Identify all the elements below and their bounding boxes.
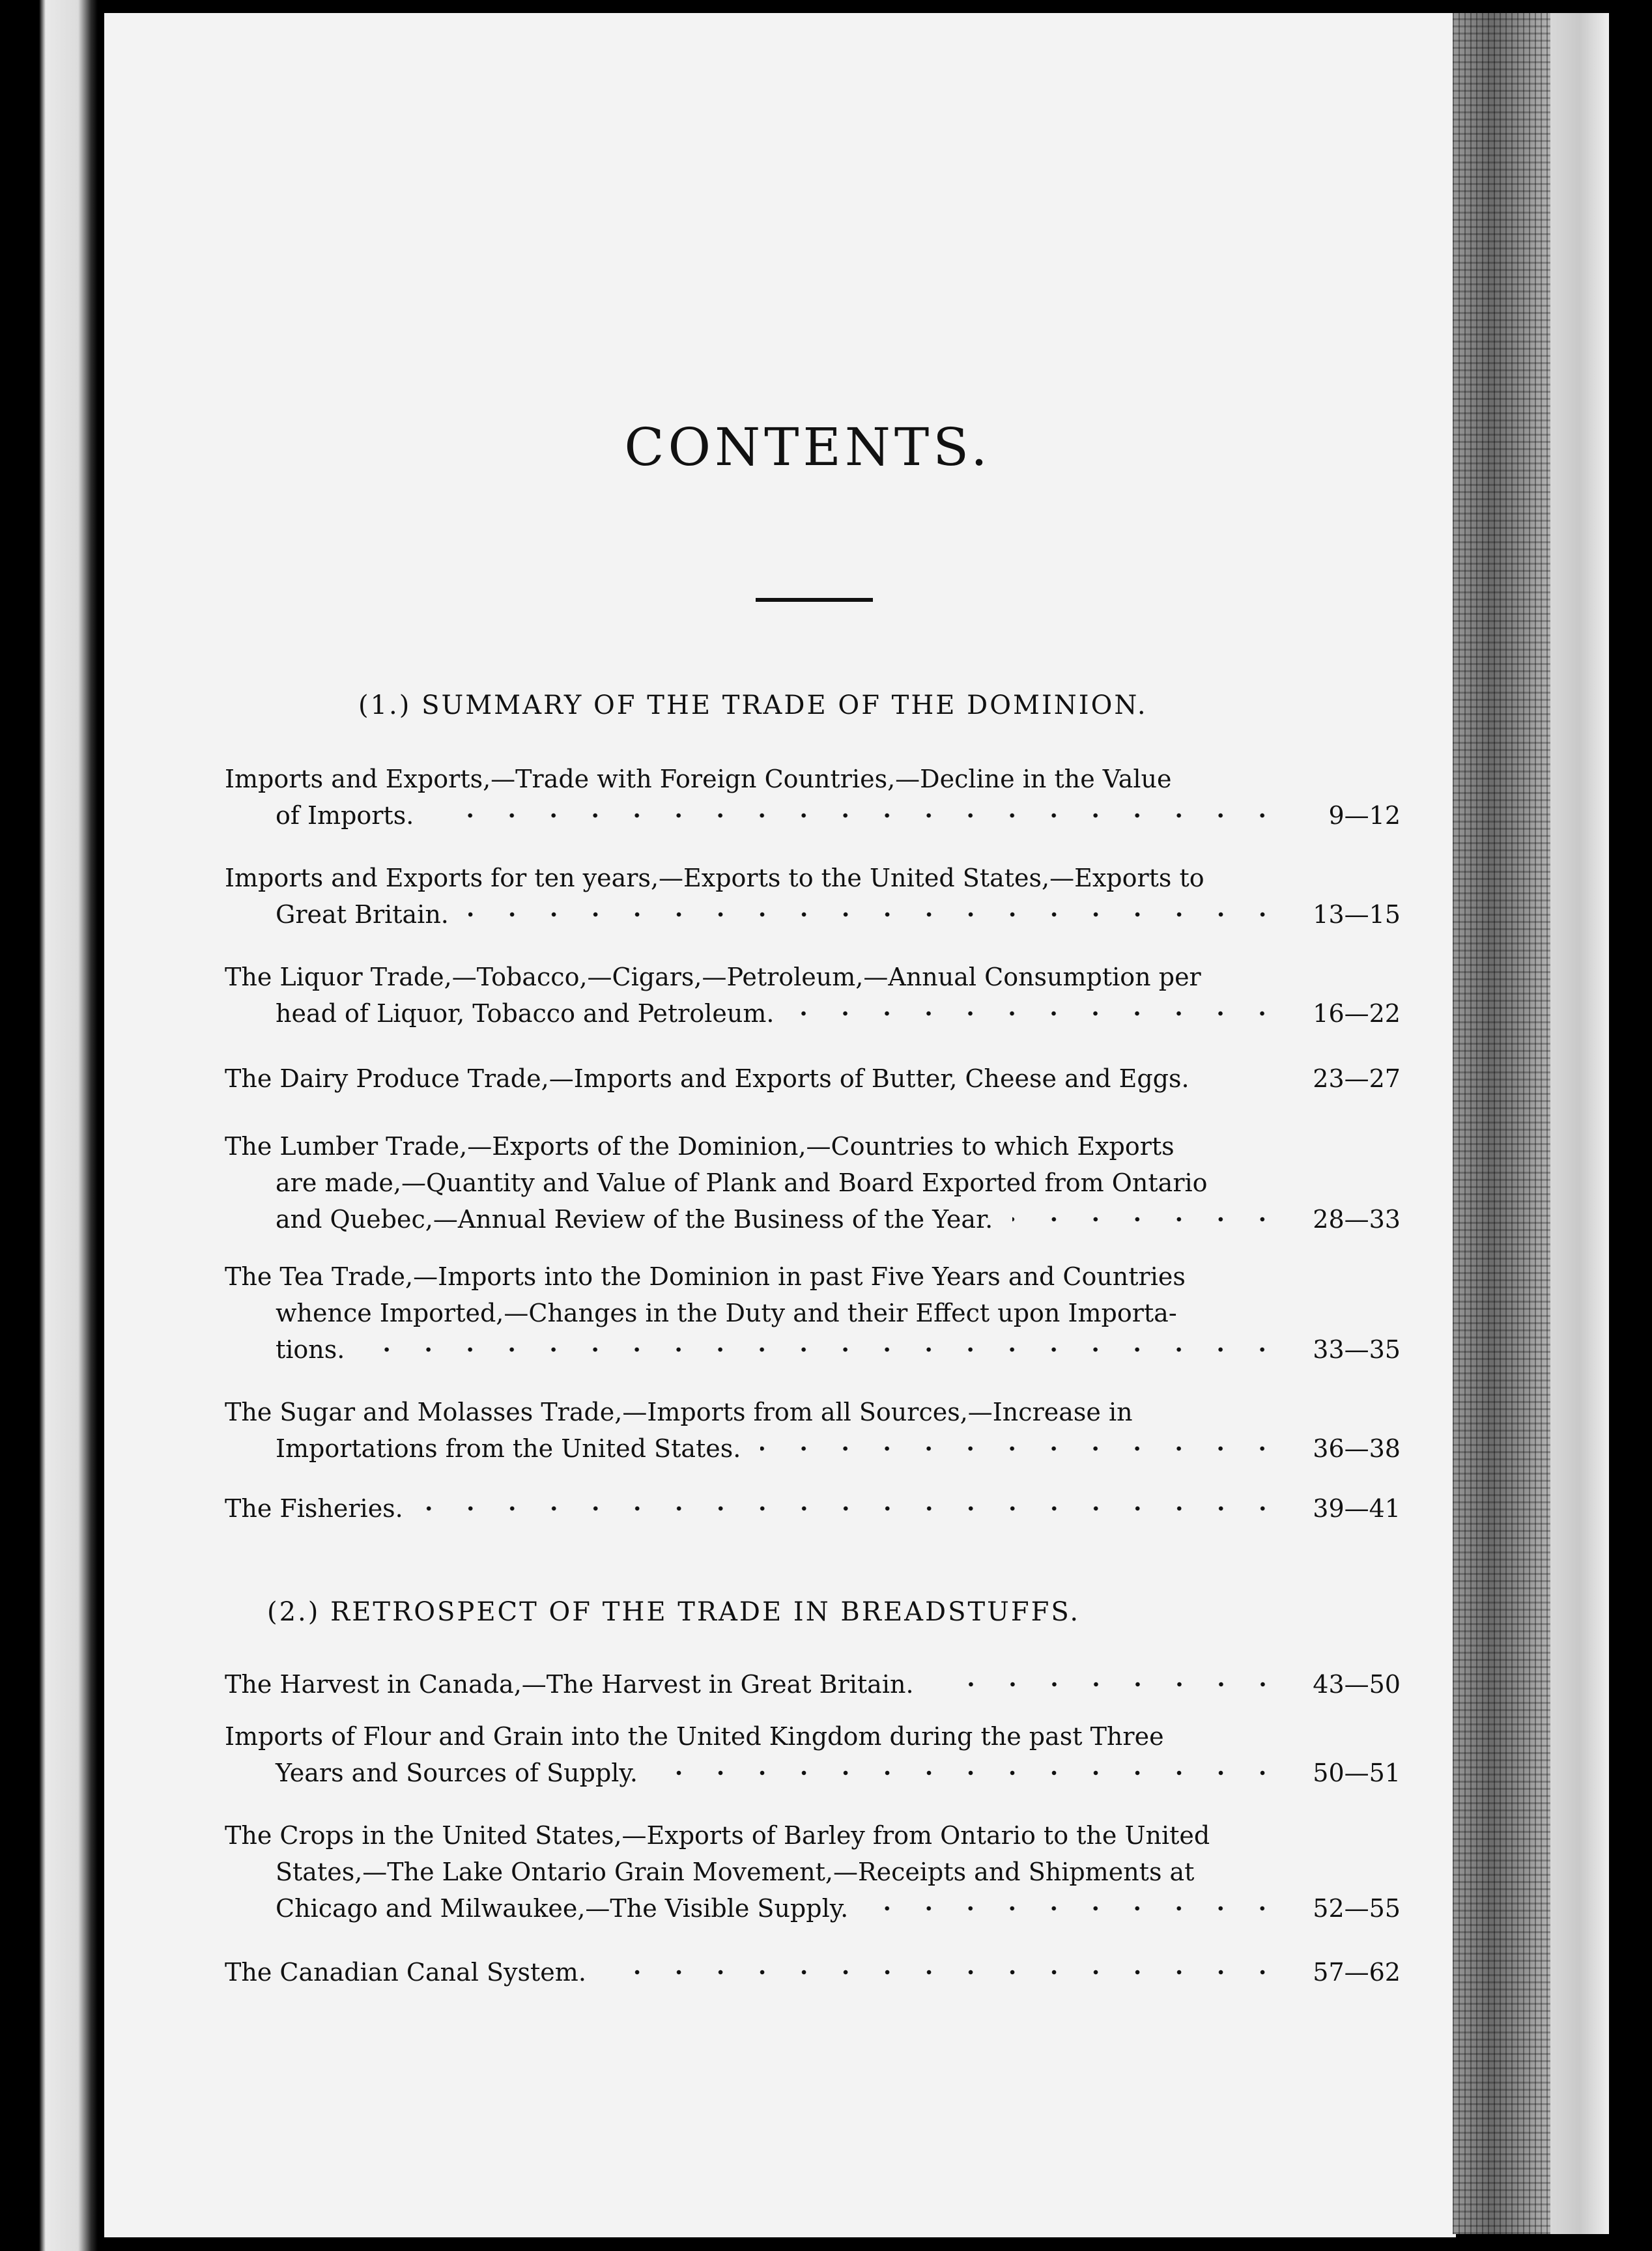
entry-line: are made,—Quantity and Value of Plank and Board Exported from Ontario bbox=[276, 1168, 1208, 1197]
entry-pages: 50—51 bbox=[1313, 1759, 1401, 1787]
toc-entry bbox=[225, 1490, 1401, 1527]
dot-leader bbox=[364, 1346, 1283, 1353]
entry-text: Importations from the United States. bbox=[276, 1434, 741, 1463]
entry-last-line bbox=[225, 1430, 1401, 1467]
toc-entry bbox=[225, 959, 1401, 1032]
entry-pages: 13—15 bbox=[1313, 900, 1401, 929]
entry-last-line bbox=[225, 1331, 1401, 1368]
entry-text: head of Liquor, Tobacco and Petroleum. bbox=[276, 999, 775, 1028]
entry-pages: 16—22 bbox=[1313, 999, 1401, 1028]
entry-line: The Sugar and Molasses Trade,—Imports from all Sources,—Increase in bbox=[225, 1398, 1133, 1426]
entry-text: and Quebec,—Annual Review of the Business of the Year. bbox=[276, 1205, 993, 1234]
entry-pages: 52—55 bbox=[1313, 1894, 1401, 1923]
entry-pages: 33—35 bbox=[1313, 1335, 1401, 1364]
title-rule bbox=[756, 598, 873, 602]
toc-entry bbox=[225, 1128, 1401, 1238]
entry-line: States,—The Lake Ontario Grain Movement,—Receipts and Shipments at bbox=[276, 1858, 1195, 1886]
entry-pages: 57—62 bbox=[1313, 1958, 1401, 1987]
entry-line: The Crops in the United States,—Exports of Barley from Ontario to the United bbox=[225, 1821, 1210, 1850]
entry-last-line bbox=[225, 1201, 1401, 1238]
entry-text: The Canadian Canal System. bbox=[225, 1958, 586, 1987]
entry-text: Great Britain. bbox=[276, 900, 449, 929]
entry-last-line bbox=[225, 1060, 1401, 1097]
entry-text: Chicago and Milwaukee,—The Visible Supply. bbox=[276, 1894, 849, 1923]
toc-entry bbox=[225, 761, 1401, 834]
entry-last-line bbox=[225, 1954, 1401, 1990]
dot-leader bbox=[1012, 1216, 1283, 1223]
dot-leader bbox=[1209, 1075, 1283, 1082]
toc-entry bbox=[225, 860, 1401, 933]
dot-leader bbox=[468, 911, 1283, 918]
scan-left-border bbox=[0, 0, 98, 2251]
dot-leader bbox=[868, 1905, 1283, 1912]
entry-last-line bbox=[225, 896, 1401, 933]
entry-pages: 9—12 bbox=[1328, 801, 1401, 830]
toc-entry bbox=[225, 1954, 1401, 1990]
page-title: CONTENTS. bbox=[624, 417, 991, 477]
section-heading-2: (2.) RETROSPECT OF THE TRADE IN BREADSTUFFS. bbox=[267, 1597, 1081, 1627]
dot-leader bbox=[423, 1505, 1283, 1512]
entry-line: Imports of Flour and Grain into the United Kingdom during the past Three bbox=[225, 1722, 1164, 1751]
entry-pages: 43—50 bbox=[1313, 1670, 1401, 1699]
dot-leader bbox=[793, 1010, 1283, 1017]
entry-pages: 23—27 bbox=[1313, 1064, 1401, 1093]
entry-line: Imports and Exports,—Trade with Foreign Countries,—Decline in the Value bbox=[225, 765, 1172, 793]
entry-pages: 28—33 bbox=[1313, 1205, 1401, 1234]
entry-pages: 39—41 bbox=[1313, 1494, 1401, 1523]
entry-line: whence Imported,—Changes in the Duty and their Effect upon Importa- bbox=[276, 1299, 1177, 1327]
entry-text: The Fisheries. bbox=[225, 1494, 403, 1523]
entry-line: The Liquor Trade,—Tobacco,—Cigars,—Petroleum,—Annual Consumption per bbox=[225, 963, 1201, 991]
entry-last-line bbox=[225, 1666, 1401, 1703]
entry-last-line bbox=[225, 797, 1401, 834]
toc-entry bbox=[225, 1718, 1401, 1791]
toc-entry bbox=[225, 1394, 1401, 1467]
dot-leader bbox=[933, 1681, 1283, 1688]
dot-leader bbox=[657, 1770, 1283, 1776]
entry-last-line bbox=[225, 1490, 1401, 1527]
entry-text: The Harvest in Canada,—The Harvest in Great Britain. bbox=[225, 1670, 914, 1699]
entry-pages: 36—38 bbox=[1313, 1434, 1401, 1463]
entry-line: The Tea Trade,—Imports into the Dominion in past Five Years and Countries bbox=[225, 1262, 1186, 1291]
toc-entry bbox=[225, 1817, 1401, 1927]
dot-leader bbox=[433, 812, 1283, 819]
entry-text: Years and Sources of Supply. bbox=[276, 1759, 638, 1787]
toc-entry bbox=[225, 1666, 1401, 1703]
entry-line: Imports and Exports for ten years,—Exports to the United States,—Exports to bbox=[225, 864, 1204, 892]
toc-entry bbox=[225, 1060, 1401, 1097]
section-heading-1: (1.) SUMMARY OF THE TRADE OF THE DOMINION. bbox=[358, 690, 1148, 720]
entry-last-line bbox=[225, 1890, 1401, 1927]
book-edge-speckled bbox=[1453, 13, 1550, 2234]
entry-line: The Lumber Trade,—Exports of the Dominion,—Countries to which Exports bbox=[225, 1132, 1175, 1161]
dot-leader bbox=[606, 1969, 1283, 1975]
entry-text: of Imports. bbox=[276, 801, 414, 830]
entry-last-line bbox=[225, 1755, 1401, 1791]
entry-text: tions. bbox=[276, 1335, 345, 1364]
dot-leader bbox=[760, 1445, 1283, 1452]
book-edge-light bbox=[1550, 13, 1609, 2234]
document-page bbox=[104, 13, 1456, 2237]
entry-text: The Dairy Produce Trade,—Imports and Exports of Butter, Cheese and Eggs. bbox=[225, 1064, 1189, 1093]
toc-entry bbox=[225, 1258, 1401, 1368]
entry-last-line bbox=[225, 995, 1401, 1032]
